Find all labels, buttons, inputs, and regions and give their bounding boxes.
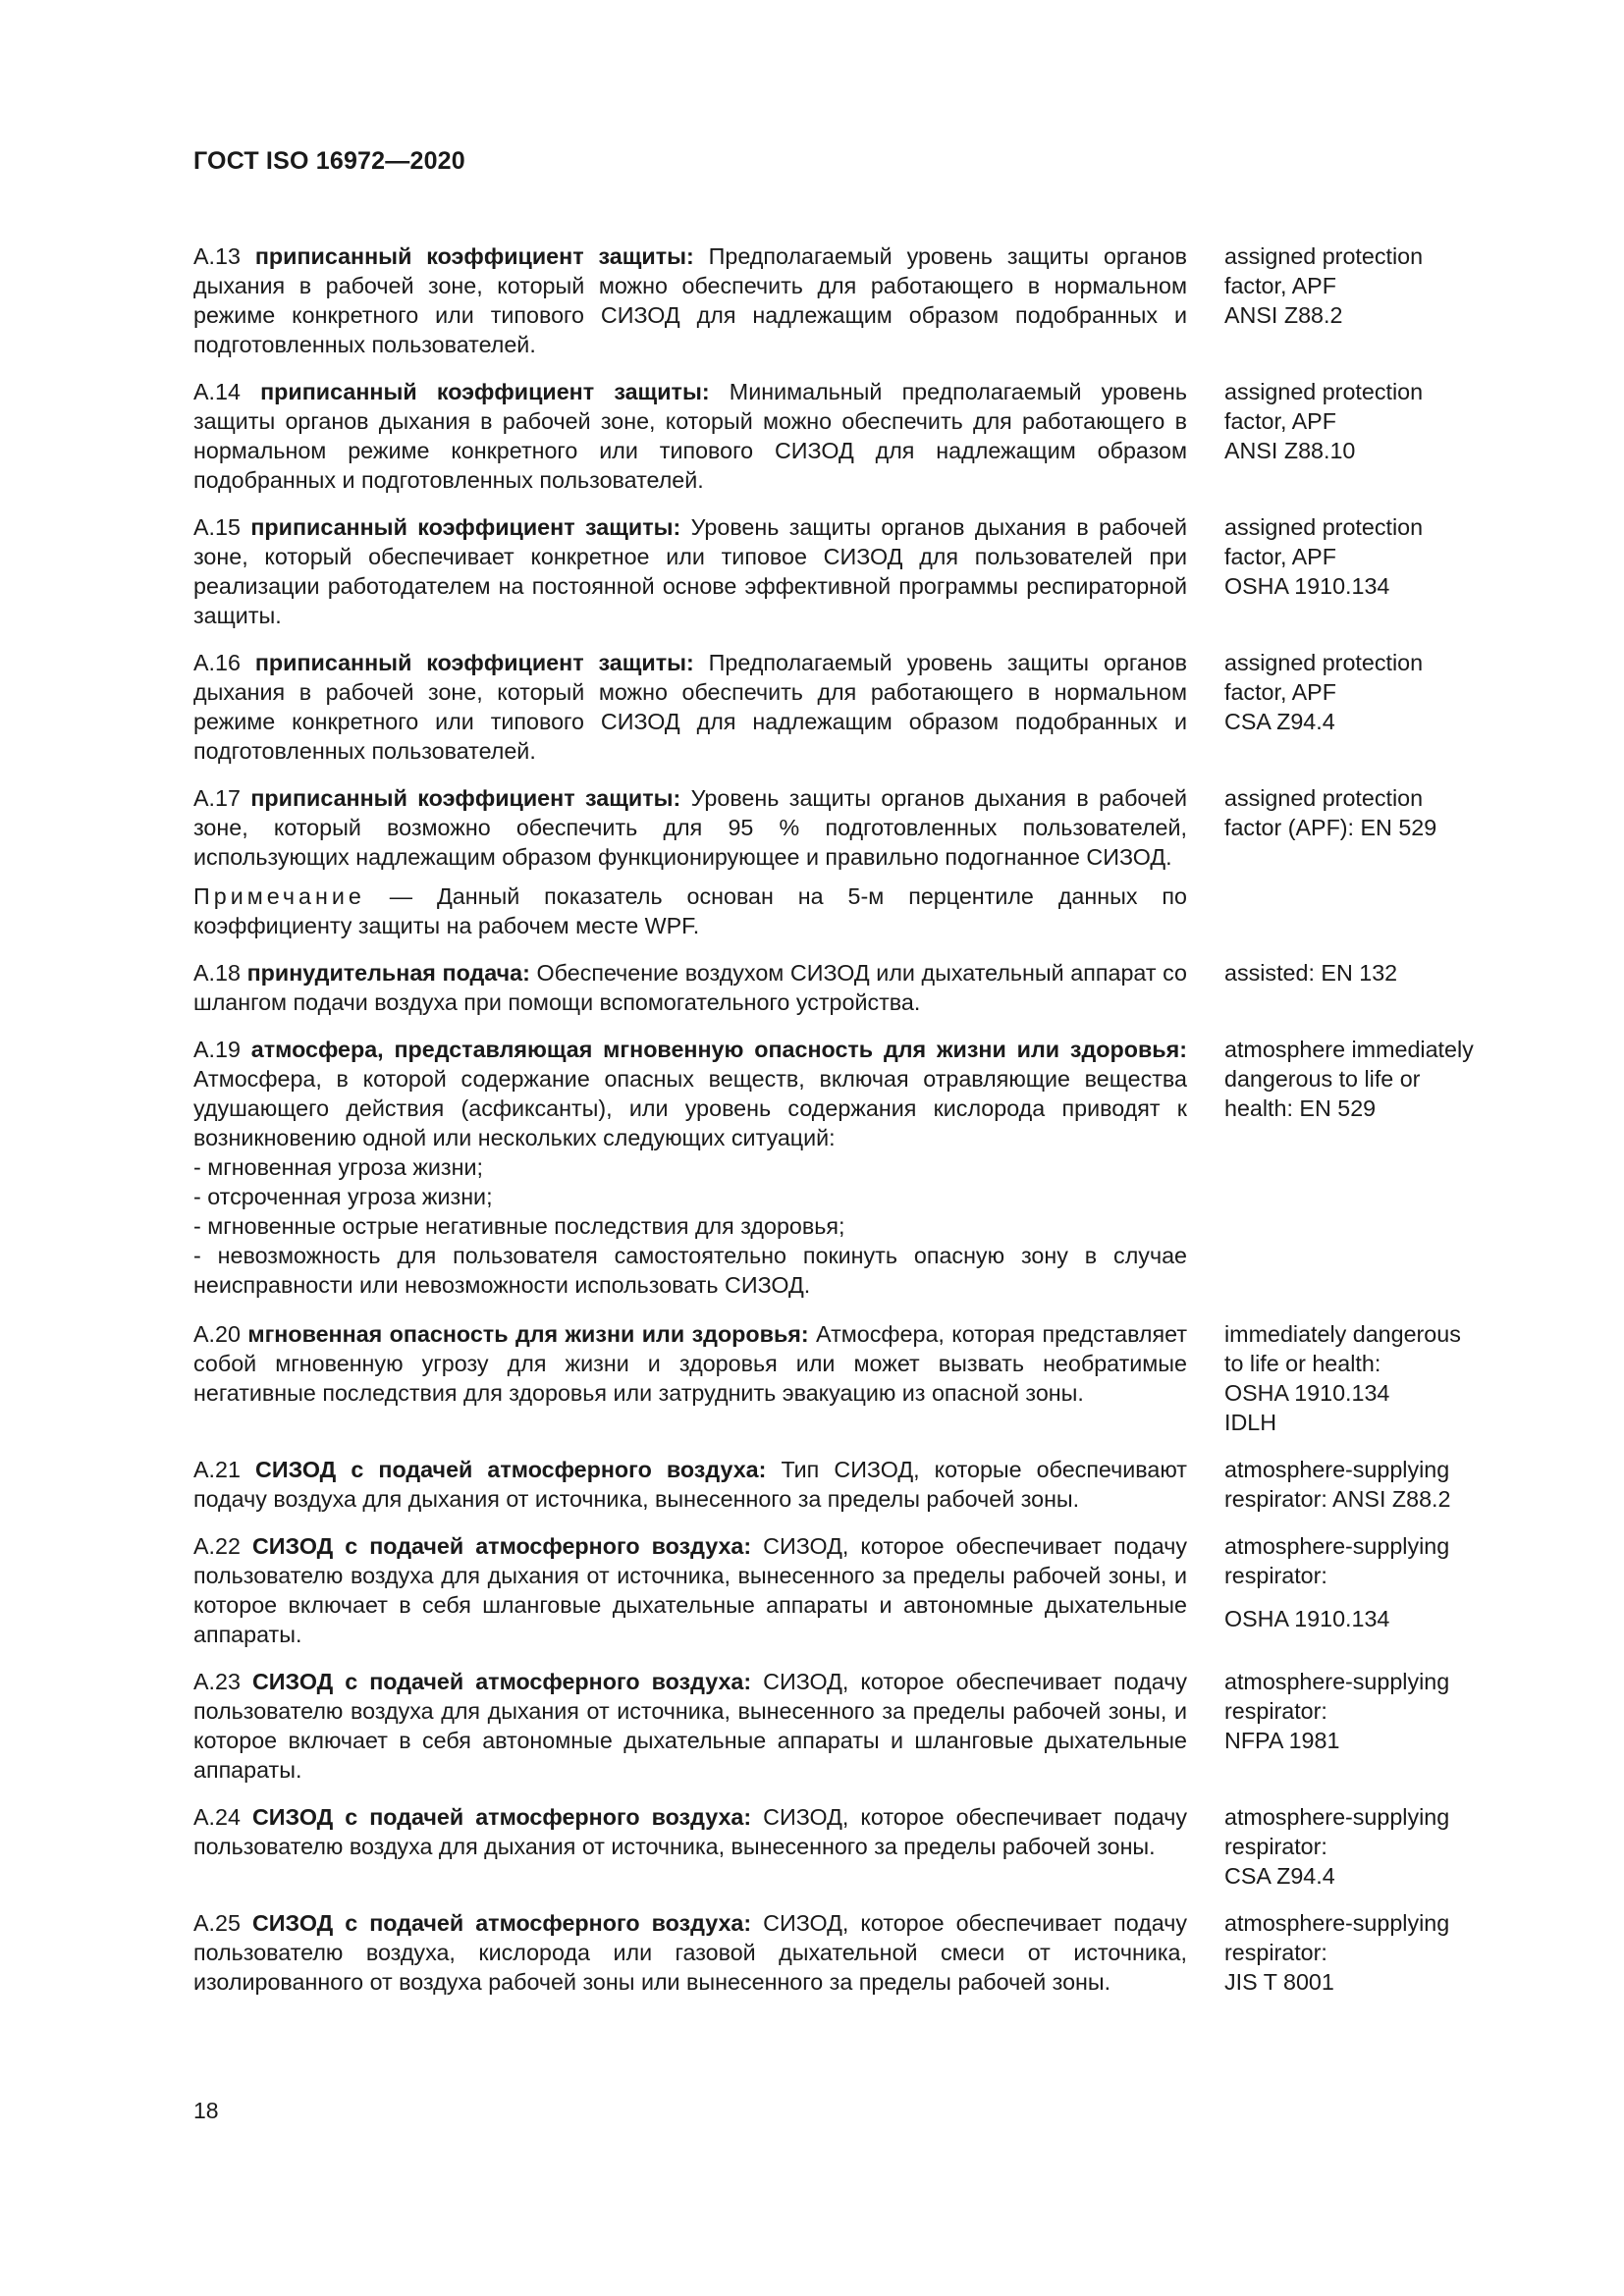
equivalent-source: assisted: EN 132 bbox=[1224, 960, 1398, 986]
term-number: А.19 bbox=[193, 1037, 241, 1062]
equivalent-source: factor (APF): EN 529 bbox=[1224, 815, 1437, 840]
note-body: — Данный показатель основан на 5-м перцентиле данных по коэффициенту защиты на рабочем месте WPF. bbox=[193, 883, 1187, 938]
term-definition bbox=[193, 958, 1187, 1017]
terms-list bbox=[193, 241, 1509, 2014]
equivalent-line: assigned protection bbox=[1224, 243, 1424, 269]
equivalent-line: atmosphere-supplying bbox=[1224, 1804, 1450, 1830]
equivalent-source: health: EN 529 bbox=[1224, 1095, 1377, 1121]
term-number: А.22 bbox=[193, 1533, 241, 1559]
term-definition bbox=[193, 1531, 1187, 1649]
equivalent-source: JIS T 8001 bbox=[1224, 1969, 1334, 1995]
term-title: СИЗОД с подачей атмосферного воздуха: bbox=[251, 1669, 752, 1694]
equivalent-line: factor, APF bbox=[1224, 408, 1336, 434]
term-entry bbox=[193, 512, 1509, 630]
term-equivalent bbox=[1224, 241, 1509, 359]
equivalent-line: factor, APF bbox=[1224, 544, 1336, 569]
term-title: приписанный коэффициент защиты: bbox=[250, 514, 681, 540]
term-text: Предполагаемый уровень защиты органов дыхания в рабочей зоне, который можно обеспечить для работающего в нормальном режиме конкретного или типового СИЗОД для надлежащим образом подобранных и подготовленных пользователей. bbox=[193, 243, 1187, 357]
term-text: СИЗОД, которое обеспечивает подачу пользователю воздуха для дыхания от источника, вынесенного за пределы рабочей зоны. bbox=[193, 1804, 1187, 1859]
equivalent-line: respirator: bbox=[1224, 1834, 1327, 1859]
term-title: мгновенная опасность для жизни или здоровья: bbox=[247, 1321, 809, 1347]
equivalent-line: assigned protection bbox=[1224, 514, 1424, 540]
term-title: приписанный коэффициент защиты: bbox=[260, 379, 710, 404]
term-definition bbox=[193, 1802, 1187, 1891]
equivalent-source: CSA Z94.4 bbox=[1224, 709, 1335, 734]
equivalent-line: atmosphere-supplying bbox=[1224, 1457, 1450, 1482]
term-title: приписанный коэффициент защиты: bbox=[250, 785, 681, 811]
term-text: СИЗОД, которое обеспечивает подачу пользователю воздуха, кислорода или газовой дыхательной смеси от источника, изолированного от воздуха рабочей зоны или вынесенного за пределы рабочей зоны. bbox=[193, 1910, 1187, 1995]
term-text: Атмосфера, которая представляет собой мгновенную угрозу для жизни и здоровья или может вызвать необратимые негативные последствия для здоровья или затруднить эвакуацию из опасной зоны. bbox=[193, 1321, 1187, 1406]
equivalent-line: assigned protection bbox=[1224, 379, 1424, 404]
term-equivalent bbox=[1224, 783, 1509, 872]
document-header: ГОСТ ISO 16972—2020 bbox=[193, 147, 465, 175]
term-title: приписанный коэффициент защиты: bbox=[254, 243, 694, 269]
term-text: Минимальный предполагаемый уровень защиты органов дыхания в рабочей зоне, который можно обеспечить для работающего в нормальном режиме конкретного или типового СИЗОД для надлежащим образом подобранных и подготовленных пользователей. bbox=[193, 379, 1188, 493]
term-definition bbox=[193, 377, 1187, 495]
equivalent-abbreviation: IDLH bbox=[1224, 1410, 1277, 1435]
term-title: приписанный коэффициент защиты: bbox=[254, 650, 694, 675]
term-entry bbox=[193, 1667, 1509, 1785]
term-intro bbox=[193, 1035, 1187, 1152]
term-equivalent bbox=[1224, 1035, 1509, 1300]
term-entry bbox=[193, 958, 1509, 1017]
term-entry bbox=[193, 1035, 1509, 1300]
note-text bbox=[193, 881, 1187, 940]
term-number: А.25 bbox=[193, 1910, 241, 1936]
term-entry bbox=[193, 241, 1509, 359]
term-title: СИЗОД с подачей атмосферного воздуха: bbox=[251, 1533, 752, 1559]
term-text: СИЗОД, которое обеспечивает подачу пользователю воздуха для дыхания от источника, вынесенного за пределы рабочей зоны, и которое включает в себя автономные дыхательные аппараты и шланговые дыхательные аппараты. bbox=[193, 1669, 1187, 1783]
term-equivalent bbox=[1224, 958, 1509, 1017]
term-title: СИЗОД с подачей атмосферного воздуха: bbox=[251, 1910, 752, 1936]
list-item: - невозможность для пользователя самостоятельно покинуть опасную зону в случае неисправности или невозможности использовать СИЗОД. bbox=[193, 1243, 1187, 1298]
equivalent-line: assigned protection bbox=[1224, 650, 1424, 675]
list-item: - отсроченная угроза жизни; bbox=[193, 1184, 493, 1209]
term-number: А.21 bbox=[193, 1457, 241, 1482]
term-number: А.15 bbox=[193, 514, 241, 540]
term-text: Уровень защиты органов дыхания в рабочей зоне, который возможно обеспечить для 95 % подготовленных пользователей, использующих надлежащим образом функционирующее и правильно подогнанное СИЗОД. bbox=[193, 785, 1187, 870]
term-text: Атмосфера, в которой содержание опасных веществ, включая отравляющие вещества удушающего действия (асфиксанты), или уровень содержания кислорода приводят к возникновению одной или нескольких следующих ситуаций: bbox=[193, 1066, 1187, 1150]
term-definition bbox=[193, 1035, 1187, 1300]
equivalent-source: NFPA 1981 bbox=[1224, 1728, 1340, 1753]
term-entry bbox=[193, 1908, 1509, 1997]
condition-list bbox=[193, 1152, 1187, 1300]
equivalent-line: respirator: bbox=[1224, 1940, 1327, 1965]
term-definition bbox=[193, 1319, 1187, 1437]
equivalent-line: factor, APF bbox=[1224, 679, 1336, 705]
term-text: Уровень защиты органов дыхания в рабочей зоне, который обеспечивает конкретное или типовое СИЗОД для пользователей при реализации работодателем на постоянной основе эффективной программы респираторной защиты. bbox=[193, 514, 1187, 628]
equivalent-line: respirator: bbox=[1224, 1698, 1327, 1724]
term-number: А.17 bbox=[193, 785, 241, 811]
equivalent-line: respirator: bbox=[1224, 1563, 1327, 1588]
equivalent-line: atmosphere-supplying bbox=[1224, 1910, 1450, 1936]
term-definition bbox=[193, 1455, 1187, 1514]
term-entry bbox=[193, 1455, 1509, 1514]
equivalent-line: immediately dangerous bbox=[1224, 1321, 1461, 1347]
term-equivalent bbox=[1224, 1319, 1509, 1437]
note-label: Примечание bbox=[193, 883, 365, 909]
term-equivalent bbox=[1224, 377, 1509, 495]
term-text: СИЗОД, которое обеспечивает подачу пользователю воздуха для дыхания от источника, вынесенного за пределы рабочей зоны, и которое включает в себя шланговые дыхательные аппараты и автономные дыхательные аппараты. bbox=[193, 1533, 1187, 1647]
term-text: Предполагаемый уровень защиты органов дыхания в рабочей зоне, который можно обеспечить для работающего в нормальном режиме конкретного или типового СИЗОД для надлежащим образом подобранных и подготовленных пользователей. bbox=[193, 650, 1187, 764]
term-text: Обеспечение воздухом СИЗОД или дыхательный аппарат со шлангом подачи воздуха при помощи вспомогательного устройства. bbox=[193, 960, 1188, 1015]
equivalent-source: ANSI Z88.10 bbox=[1224, 438, 1356, 463]
equivalent-source: respirator: ANSI Z88.2 bbox=[1224, 1486, 1451, 1512]
term-title: принудительная подача: bbox=[246, 960, 530, 986]
list-item: - мгновенные острые негативные последствия для здоровья; bbox=[193, 1213, 845, 1239]
page-number: 18 bbox=[193, 2098, 219, 2123]
equivalent-line: atmosphere-supplying bbox=[1224, 1669, 1450, 1694]
term-title: атмосфера, представляющая мгновенную опасность для жизни или здоровья: bbox=[250, 1037, 1187, 1062]
equivalent-line: dangerous to life or bbox=[1224, 1066, 1421, 1092]
term-note bbox=[193, 881, 1509, 940]
term-definition bbox=[193, 1908, 1187, 1997]
term-equivalent bbox=[1224, 1455, 1509, 1514]
term-number: А.18 bbox=[193, 960, 241, 986]
term-number: А.23 bbox=[193, 1669, 241, 1694]
equivalent-source: OSHA 1910.134 bbox=[1224, 1380, 1390, 1406]
term-equivalent bbox=[1224, 512, 1509, 630]
term-entry bbox=[193, 783, 1509, 872]
term-entry bbox=[193, 1319, 1509, 1437]
term-number: А.14 bbox=[193, 379, 241, 404]
term-number: А.24 bbox=[193, 1804, 241, 1830]
equivalent-source: ANSI Z88.2 bbox=[1224, 302, 1343, 328]
equivalent-line: assigned protection bbox=[1224, 785, 1424, 811]
term-entry bbox=[193, 377, 1509, 495]
equivalent-source: CSA Z94.4 bbox=[1224, 1863, 1335, 1889]
equivalent-line: atmosphere-supplying bbox=[1224, 1533, 1450, 1559]
equivalent-line: atmosphere immediately bbox=[1224, 1037, 1474, 1062]
term-entry bbox=[193, 648, 1509, 766]
term-definition bbox=[193, 648, 1187, 766]
term-equivalent bbox=[1224, 648, 1509, 766]
term-number: А.13 bbox=[193, 243, 241, 269]
term-text: Тип СИЗОД, которые обеспечивают подачу воздуха для дыхания от источника, вынесенного за пределы рабочей зоны. bbox=[193, 1457, 1187, 1512]
term-number: А.16 bbox=[193, 650, 241, 675]
term-equivalent bbox=[1224, 1908, 1509, 1997]
term-entry bbox=[193, 1531, 1509, 1649]
term-number: А.20 bbox=[193, 1321, 241, 1347]
term-equivalent bbox=[1224, 1802, 1509, 1891]
term-definition bbox=[193, 783, 1187, 872]
term-definition bbox=[193, 241, 1187, 359]
list-item: - мгновенная угроза жизни; bbox=[193, 1154, 483, 1180]
equivalent-line: to life or health: bbox=[1224, 1351, 1381, 1376]
term-title: СИЗОД с подачей атмосферного воздуха: bbox=[255, 1457, 767, 1482]
term-equivalent bbox=[1224, 1531, 1509, 1649]
equivalent-source: OSHA 1910.134 bbox=[1224, 573, 1390, 599]
note-spacer bbox=[1224, 881, 1509, 940]
term-equivalent bbox=[1224, 1667, 1509, 1785]
term-definition bbox=[193, 1667, 1187, 1785]
term-entry bbox=[193, 1802, 1509, 1891]
equivalent-source: OSHA 1910.134 bbox=[1224, 1606, 1390, 1631]
term-title: СИЗОД с подачей атмосферного воздуха: bbox=[251, 1804, 752, 1830]
term-definition bbox=[193, 512, 1187, 630]
equivalent-line: factor, APF bbox=[1224, 273, 1336, 298]
